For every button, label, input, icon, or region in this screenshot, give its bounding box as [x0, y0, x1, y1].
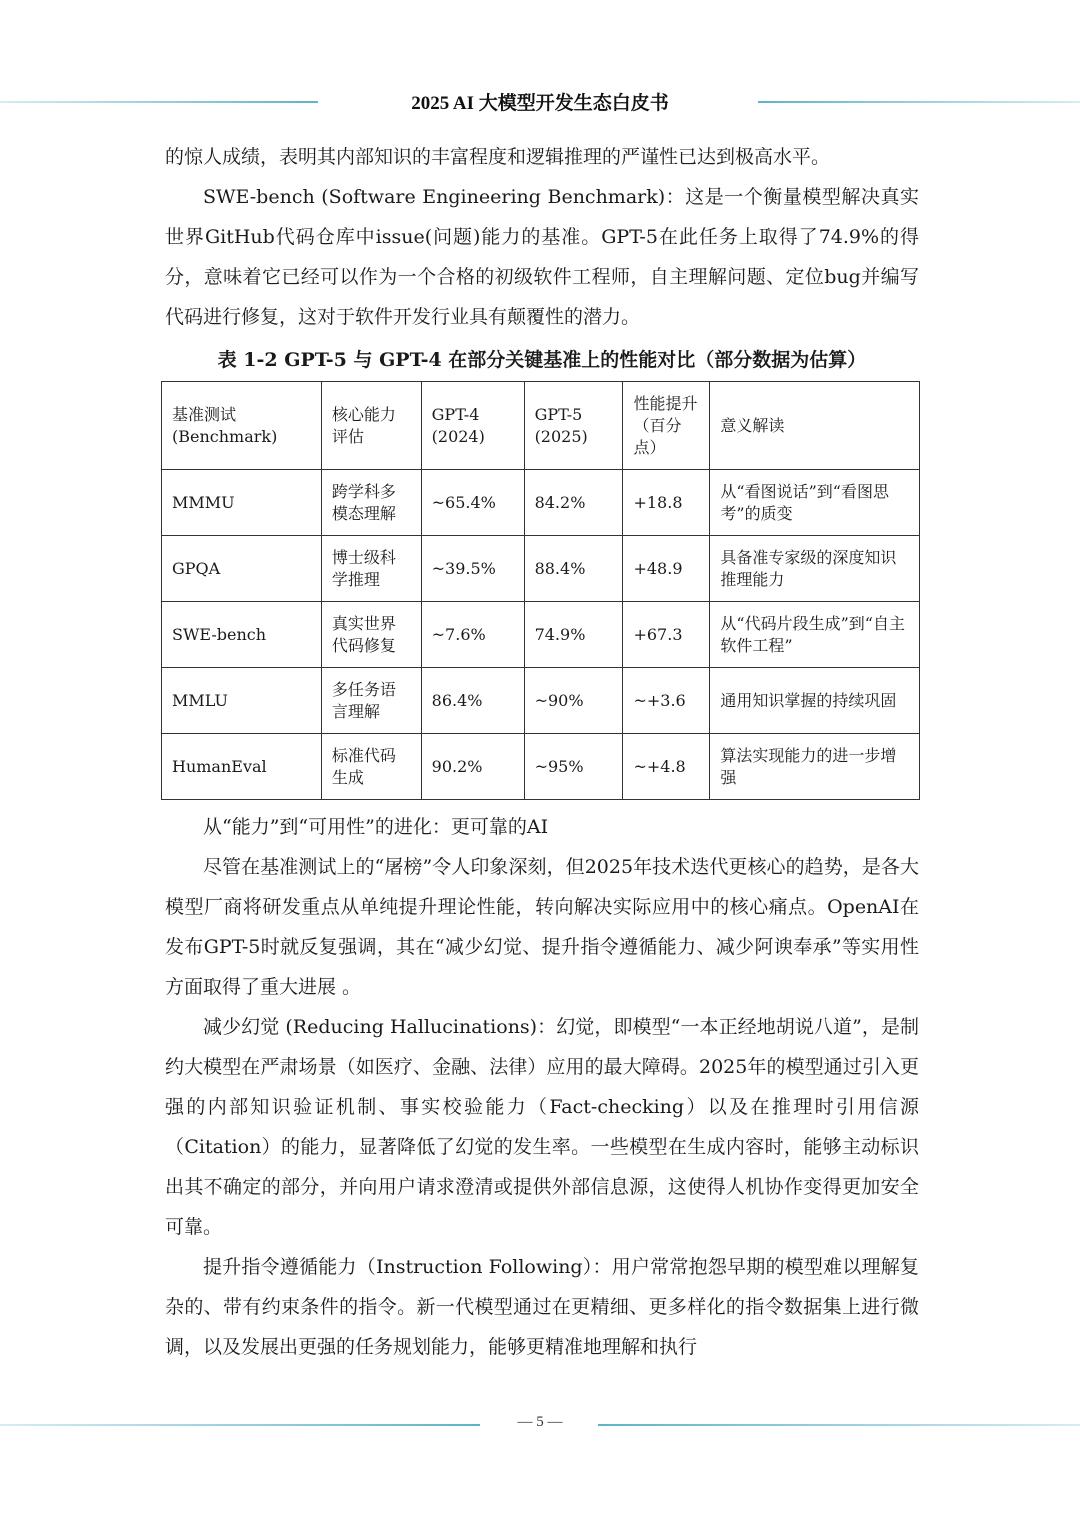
table-cell: 从“看图说话”到“看图思考”的质变 [710, 470, 920, 536]
table-cell: 跨学科多模态理解 [321, 470, 421, 536]
page-number: — 5 — [517, 1414, 563, 1430]
table-cell: HumanEval [162, 734, 322, 800]
paragraph-swe-bench: SWE-bench (Software Engineering Benchmark)：这是一个衡量模型解决真实世界GitHub代码仓库中issue(问题)能力的基准。GPT-5在此任务上取得了74.9%的得分，意味着它已经可以作为一个合格的初级软件工程师，自主理解问题、定位bug并编写代码进行修复，这对于软件开发行业具有颠覆性的潜力。 [165, 186, 919, 328]
table-cell: ~+3.6 [623, 668, 710, 734]
table-header-cell: GPT-5 (2025) [524, 382, 623, 470]
table-cell: +18.8 [623, 470, 710, 536]
table-cell: 博士级科学推理 [321, 536, 421, 602]
table-cell: 从“代码片段生成”到“自主软件工程” [710, 602, 920, 668]
table-header-cell: 基准测试 (Benchmark) [162, 382, 322, 470]
table-cell: ~39.5% [421, 536, 524, 602]
table-cell: 90.2% [421, 734, 524, 800]
section-heading: 从“能力”到“可用性”的进化：更可靠的AI [203, 816, 549, 838]
table-cell: 86.4% [421, 668, 524, 734]
table-cell: +48.9 [623, 536, 710, 602]
table-cell: ~+4.8 [623, 734, 710, 800]
table-cell: 通用知识掌握的持续巩固 [710, 668, 920, 734]
table-header-cell: 意义解读 [710, 382, 920, 470]
footer-rule-right [598, 1424, 1080, 1426]
table-row [162, 536, 920, 602]
table-cell: ~65.4% [421, 470, 524, 536]
footer-rule-left [0, 1424, 480, 1426]
table-cell: 84.2% [524, 470, 623, 536]
paragraph-instruction-following: 提升指令遵循能力（Instruction Following）：用户常常抱怨早期的模型难以理解复杂的、带有约束条件的指令。新一代模型通过在更精细、更多样化的指令数据集上进行微调，以及发展出更强的任务规划能力，能够更精准地理解和执行 [165, 1256, 919, 1358]
table-cell: SWE-bench [162, 602, 322, 668]
page-header-title: 2025 AI 大模型开发生态白皮书 [411, 93, 669, 114]
table-caption: 表 1-2 GPT-5 与 GPT-4 在部分关键基准上的性能对比（部分数据为估算） [217, 349, 867, 371]
table-row [162, 668, 920, 734]
paragraph-hallucinations: 减少幻觉 (Reducing Hallucinations)：幻觉，即模型“一本正经地胡说八道”，是制约大模型在严肃场景（如医疗、金融、法律）应用的最大障碍。2025年的模型通过引入更强的内部知识验证机制、事实校验能力（Fact-checking）以及在推理时引用信源（Citation）的能力，显著降低了幻觉的发生率。一些模型在生成内容时，能够主动标识出其不确定的部分，并向用户请求澄清或提供外部信息源，这使得人机协作变得更加安全可靠。 [165, 1016, 919, 1238]
table-row [162, 470, 920, 536]
header-rule-left [0, 101, 318, 103]
table-header-cell: GPT-4 (2024) [421, 382, 524, 470]
table-cell: ~90% [524, 668, 623, 734]
table-cell: MMMU [162, 470, 322, 536]
table-cell: MMLU [162, 668, 322, 734]
table-row [162, 602, 920, 668]
table-cell: 真实世界代码修复 [321, 602, 421, 668]
table-cell: 88.4% [524, 536, 623, 602]
paragraph-reliability: 尽管在基准测试上的“屠榜”令人印象深刻，但2025年技术迭代更核心的趋势，是各大模型厂商将研发重点从单纯提升理论性能，转向解决实际应用中的核心痛点。OpenAI在发布GPT-5时就反复强调，其在“减少幻觉、提升指令遵循能力、减少阿谀奉承”等实用性方面取得了重大进展 。 [165, 856, 919, 998]
table-header-row [162, 382, 920, 470]
table-cell: +67.3 [623, 602, 710, 668]
table-cell: 74.9% [524, 602, 623, 668]
table-cell: ~95% [524, 734, 623, 800]
table-cell: 算法实现能力的进一步增强 [710, 734, 920, 800]
benchmark-table [161, 381, 920, 800]
table-cell: 具备准专家级的深度知识推理能力 [710, 536, 920, 602]
table-header-cell: 性能提升（百分点） [623, 382, 710, 470]
table-cell: 标准代码生成 [321, 734, 421, 800]
header-rule-right [758, 101, 1080, 103]
table-header-cell: 核心能力评估 [321, 382, 421, 470]
table-cell: 多任务语言理解 [321, 668, 421, 734]
table-row [162, 734, 920, 800]
table-cell: ~7.6% [421, 602, 524, 668]
table-cell: GPQA [162, 536, 322, 602]
paragraph-continuation: 的惊人成绩，表明其内部知识的丰富程度和逻辑推理的严谨性已达到极高水平。 [165, 146, 831, 168]
